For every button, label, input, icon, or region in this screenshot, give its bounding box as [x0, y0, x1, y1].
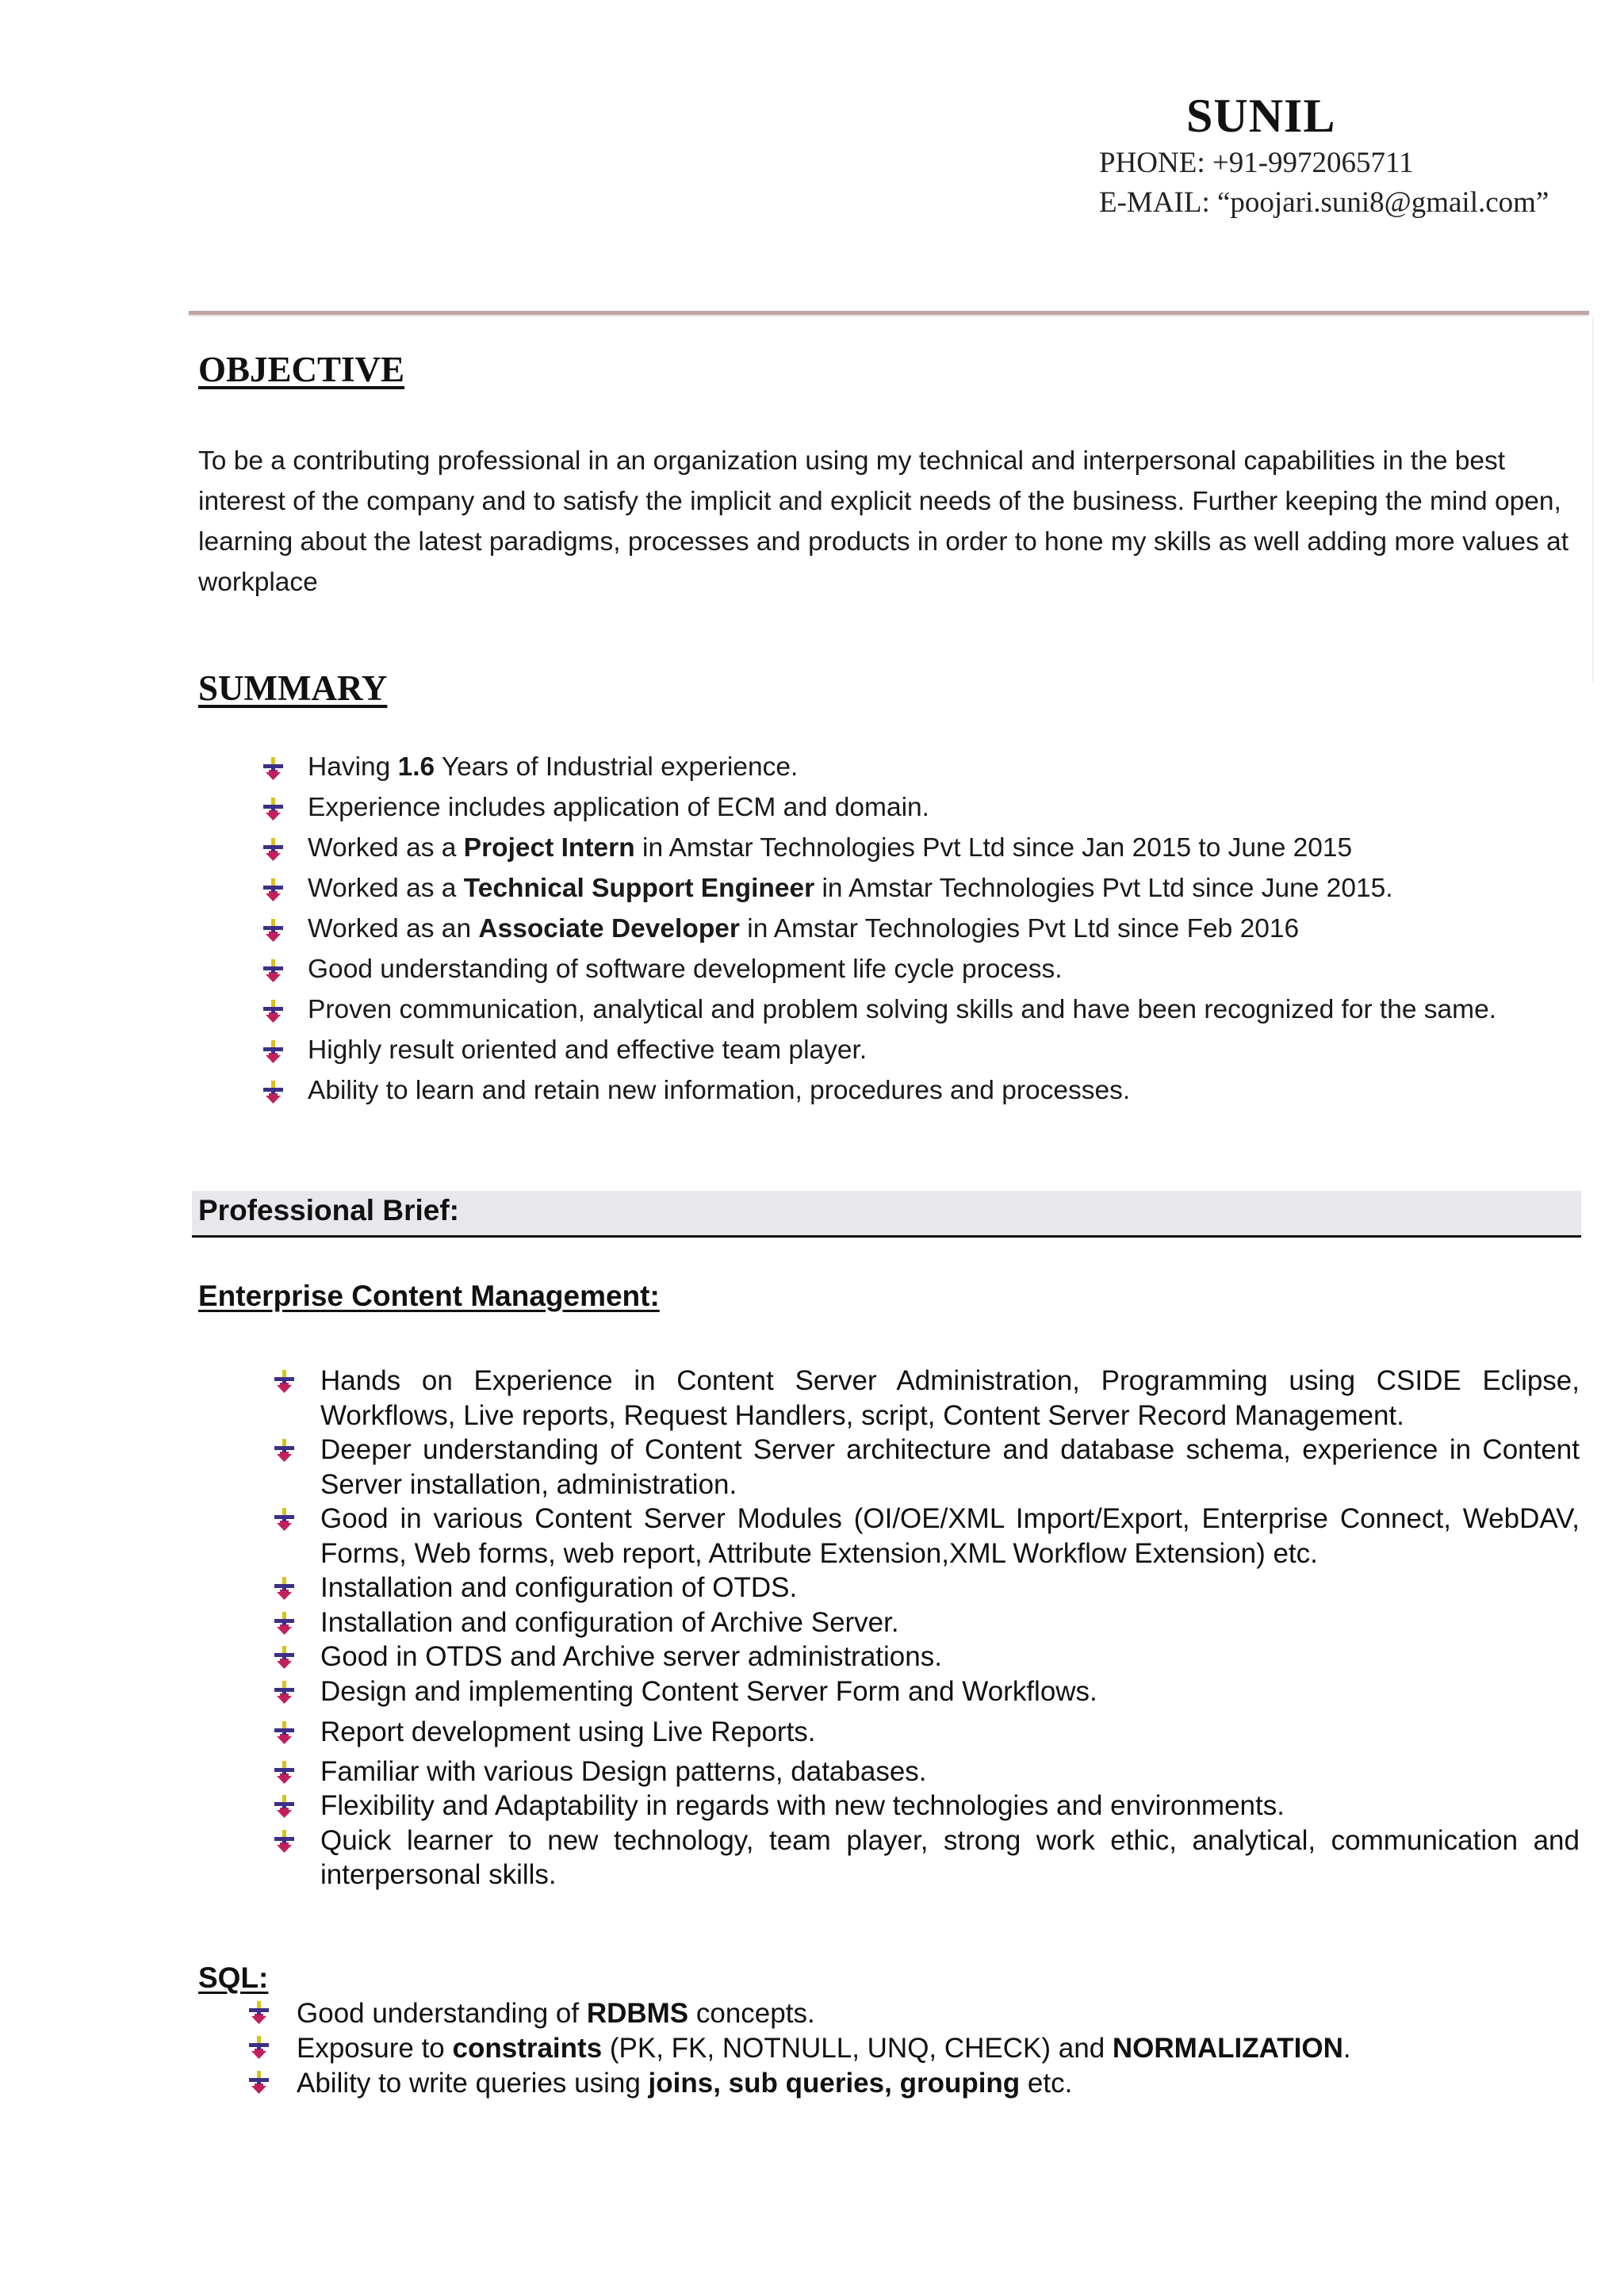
- list-item: Installation and configuration of Archive Server.: [273, 1605, 1580, 1640]
- sql-list: [247, 1996, 1588, 2101]
- list-item: Quick learner to new technology, team player, strong work ethic, analytical, communication and interpersonal skills.: [273, 1823, 1580, 1892]
- ecm-heading: Enterprise Content Management:: [198, 1280, 660, 1312]
- list-item: Worked as a Technical Support Engineer in Amstar Technologies Pvt Ltd since June 2015.: [262, 868, 1594, 909]
- bullet-icon: [262, 915, 285, 940]
- list-item: Design and implementing Content Server Form and Workflows.: [273, 1674, 1580, 1709]
- list-item: Ability to learn and retain new information, procedures and processes.: [262, 1070, 1594, 1111]
- bullet-icon: [273, 1679, 297, 1705]
- bullet-icon: [262, 834, 285, 859]
- list-item: Highly result oriented and effective team player.: [262, 1030, 1594, 1070]
- list-item: Good understanding of RDBMS concepts.: [247, 1996, 1588, 2031]
- bullet-icon: [273, 1828, 297, 1854]
- bullet-icon: [273, 1610, 297, 1636]
- bullet-icon: [273, 1575, 297, 1601]
- list-item: Worked as an Associate Developer in Amstar Technologies Pvt Ltd since Feb 2016: [262, 909, 1594, 949]
- bullet-icon: [262, 996, 285, 1021]
- list-item: Worked as a Project Intern in Amstar Technologies Pvt Ltd since Jan 2015 to June 2015: [262, 828, 1594, 868]
- bullet-icon: [273, 1437, 297, 1463]
- objective-text: To be a contributing professional in an organization using my technical and interpersonal capabilities in the best interest of the company and to satisfy the implicit and explicit needs of the business. Further keeping the mind open, learning about the latest paradigms, processes and products in order to hone my skills as well adding more values at workplace: [198, 446, 1569, 597]
- right-border: [1592, 317, 1594, 682]
- list-item: Good in OTDS and Archive server administrations.: [273, 1640, 1580, 1674]
- list-item: Good understanding of software development life cycle process.: [262, 949, 1594, 989]
- bullet-icon: [247, 2034, 271, 2060]
- list-item: Having 1.6 Years of Industrial experience.: [262, 747, 1594, 787]
- bullet-icon: [273, 1506, 297, 1532]
- list-item: Flexibility and Adaptability in regards with new technologies and environments.: [273, 1789, 1580, 1823]
- bullet-icon: [247, 2069, 271, 2095]
- bullet-icon: [273, 1644, 297, 1670]
- professional-brief-heading: Professional Brief:: [198, 1194, 459, 1226]
- list-item: Ability to write queries using joins, sub queries, grouping etc.: [247, 2066, 1588, 2101]
- phone-number: PHONE: +91-9972065711: [1099, 147, 1414, 179]
- list-item: Proven communication, analytical and problem solving skills and have been recognized for the same.: [262, 989, 1594, 1030]
- candidate-name: SUNIL: [1186, 90, 1336, 142]
- bullet-icon: [262, 1077, 285, 1102]
- list-item: Exposure to constraints (PK, FK, NOTNULL, UNQ, CHECK) and NORMALIZATION.: [247, 2031, 1588, 2066]
- bullet-icon: [262, 794, 285, 819]
- bullet-icon: [273, 1368, 297, 1394]
- bullet-icon: [273, 1720, 297, 1745]
- objective-heading: OBJECTIVE: [198, 350, 405, 389]
- list-item: Report development using Live Reports.: [273, 1715, 1580, 1750]
- bullet-icon: [262, 874, 285, 900]
- bullet-icon: [262, 955, 285, 981]
- summary-heading: SUMMARY: [198, 668, 388, 708]
- ecm-list: [273, 1364, 1580, 1892]
- list-item: Hands on Experience in Content Server Administration, Programming using CSIDE Eclipse, Workflows, Live reports, Request Handlers, script, Content Server Record Management.: [273, 1364, 1580, 1433]
- email-address: E-MAIL: “poojari.suni8@gmail.com”: [1099, 186, 1549, 219]
- summary-list: [262, 747, 1594, 1111]
- list-item: Deeper understanding of Content Server architecture and database schema, experience in Content Server installation, administration.: [273, 1433, 1580, 1502]
- sql-heading: SQL:: [198, 1961, 269, 1994]
- bullet-icon: [273, 1793, 297, 1819]
- bullet-icon: [262, 1036, 285, 1062]
- bullet-icon: [262, 753, 285, 779]
- list-item: Familiar with various Design patterns, databases.: [273, 1755, 1580, 1789]
- header-divider: [189, 311, 1589, 315]
- list-item: Experience includes application of ECM and domain.: [262, 787, 1594, 828]
- list-item: Good in various Content Server Modules (OI/OE/XML Import/Export, Enterprise Connect, WebDAV, Forms, Web forms, web report, Attribute Extension,XML Workflow Extension) etc.: [273, 1502, 1580, 1571]
- list-item: Installation and configuration of OTDS.: [273, 1571, 1580, 1605]
- bullet-icon: [273, 1759, 297, 1785]
- bullet-icon: [247, 1999, 271, 2025]
